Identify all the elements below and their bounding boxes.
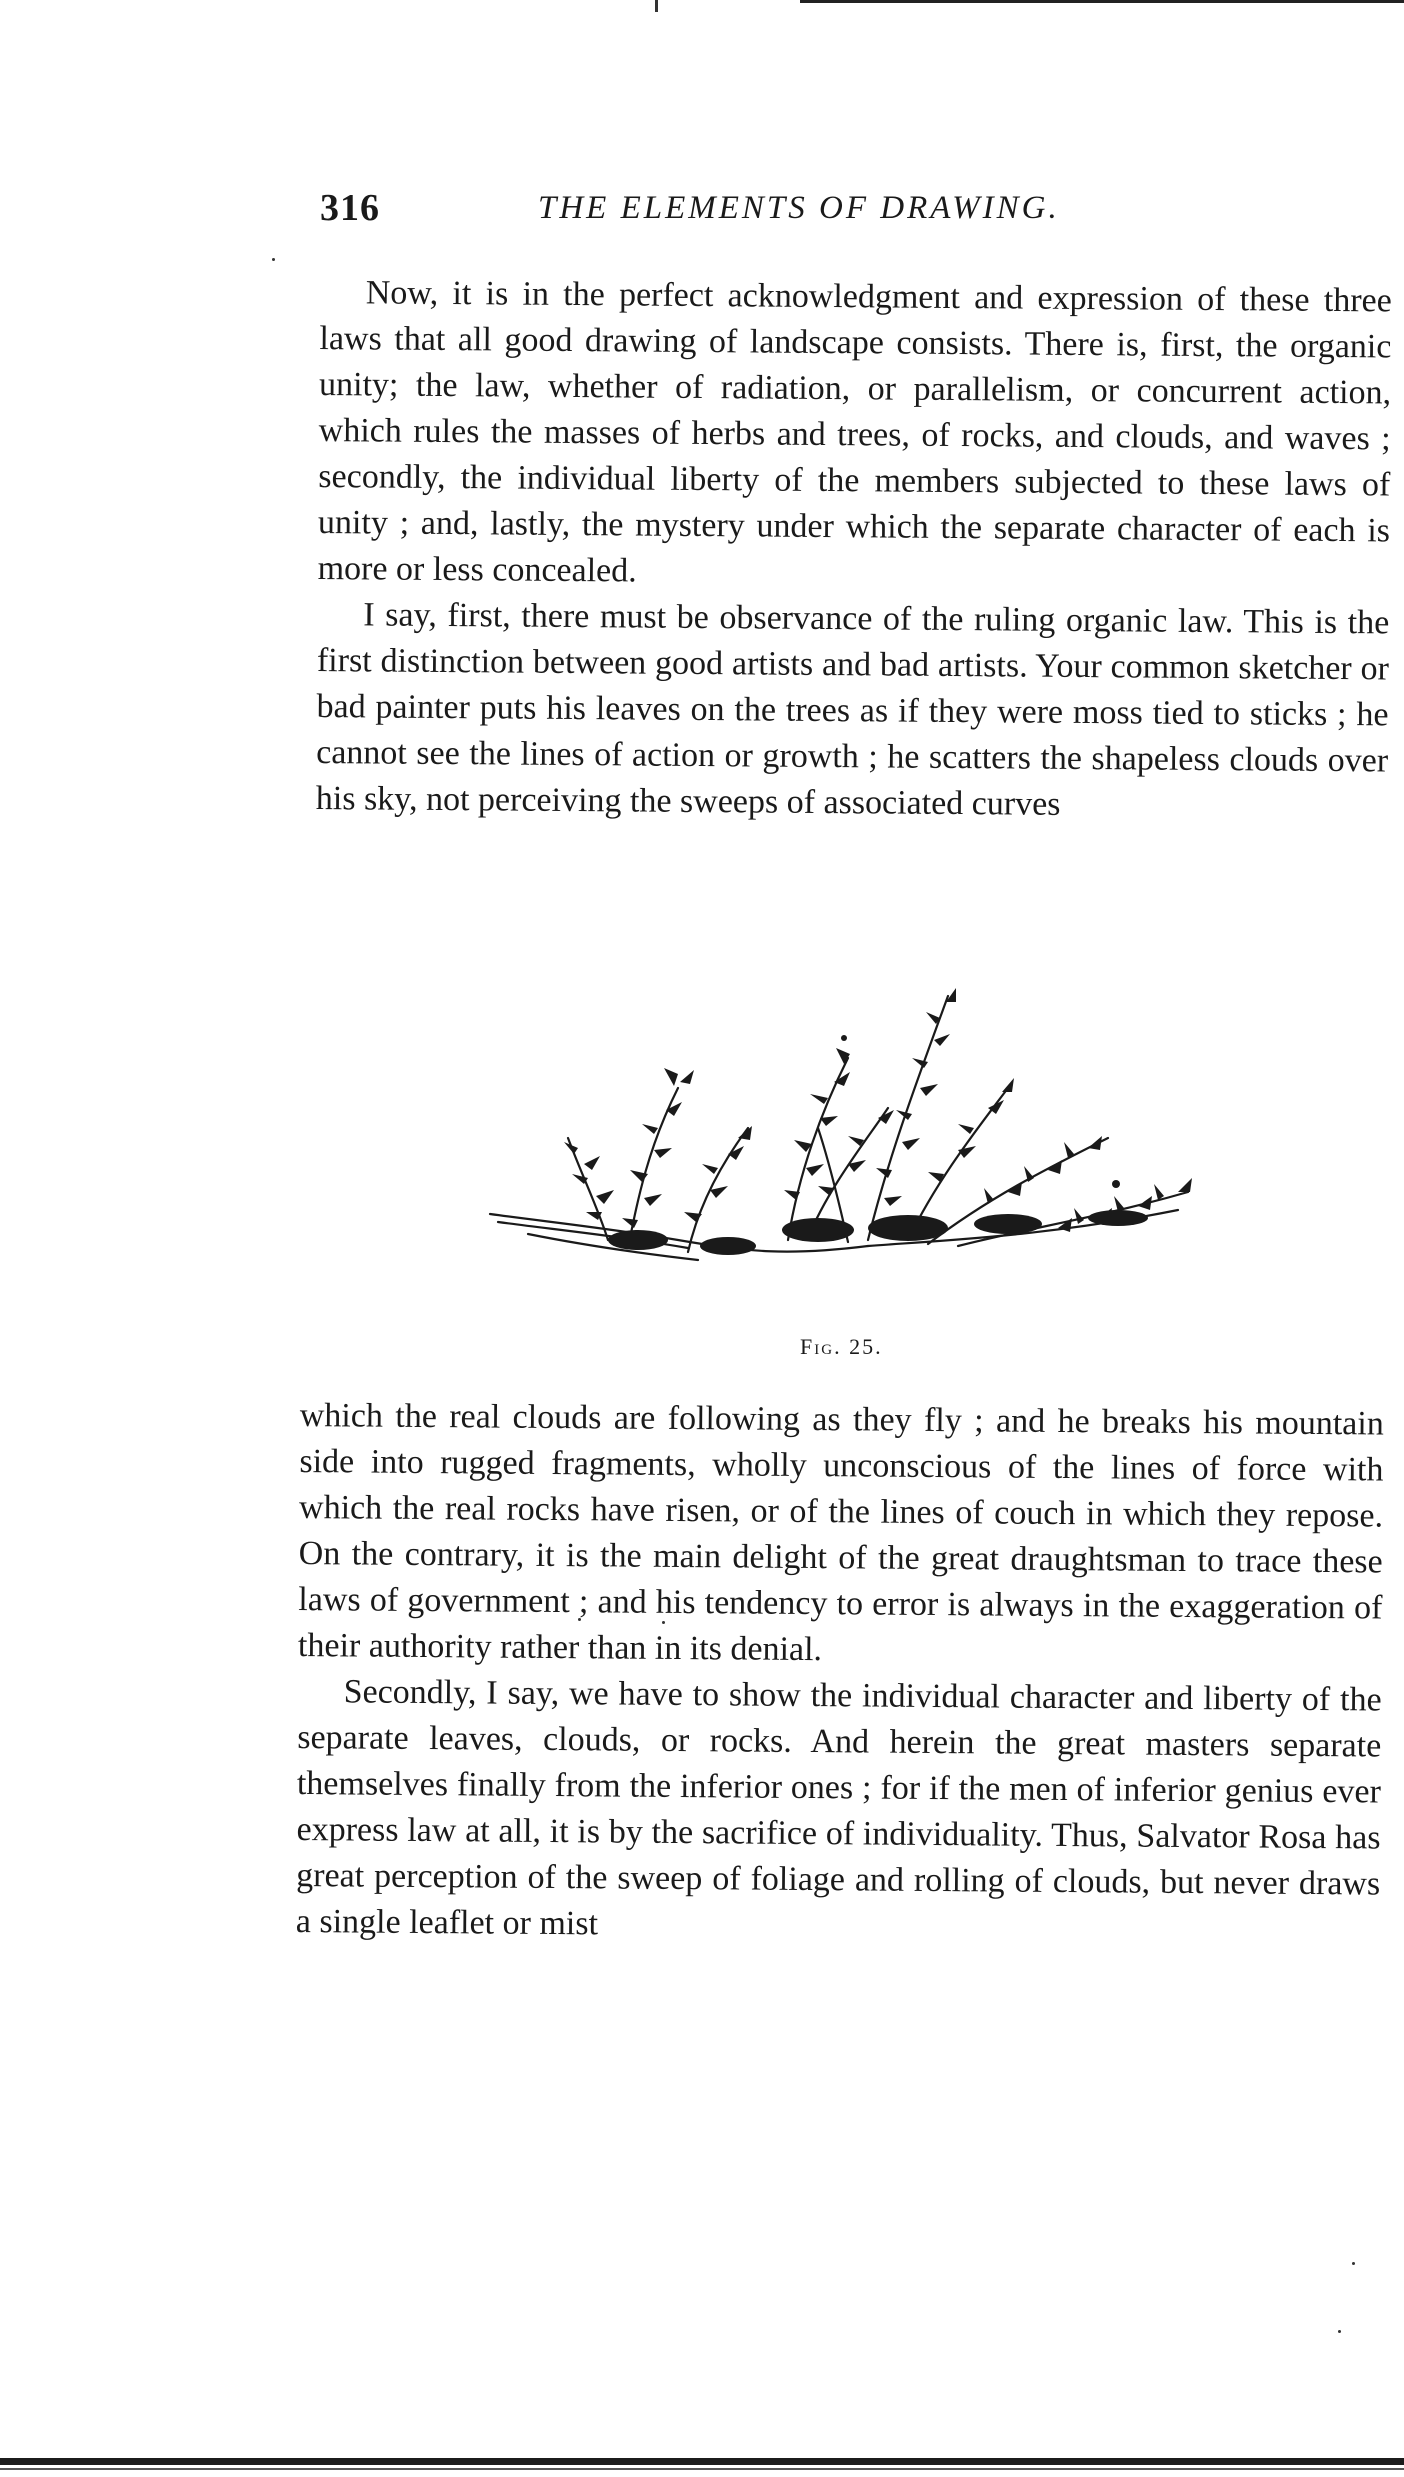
scan-artifact-top-mark xyxy=(655,0,658,12)
scan-speck xyxy=(1338,2330,1341,2333)
paragraph: I say, first, there must be observance of the ruling organic law. This is the first distinction between good artists and bad artists. Your common sketcher or bad painter puts his leaves on the trees as if they were moss tied to sticks ; he cannot see the lines of action or growth ; he scatters the shapeless clouds over his sky, not perceiving the sweeps of associated curves xyxy=(315,596,1390,823)
paragraph: Now, it is in the perfect acknowledgment and expression of these three laws that all good drawing of landscape consists. There is, first, the organic unity; the law, whether of radiation, or parallelism, or concurrent action, which rules the masses of herbs and trees, of rocks, and clouds, and waves ; secondly, the individual liberty of the members subjected to these laws of unity ; and, lastly, the mystery under which the separate character of each is more or less concealed. xyxy=(317,274,1392,590)
paragraph: Secondly, I say, we have to show the individual character and liberty of the separate leaves, clouds, or rocks. And herein the great masters separate themselves finally from the inferior ones ; for if the men of inferior genius ever express law at all, it is by the sacrifice of individuality. Thus, Salvator Rosa has great perception of the sweep of foliage and rolling of clouds, but never draws a single leaflet or mist xyxy=(295,1673,1382,1943)
fern-illustration-icon xyxy=(488,978,1228,1308)
figure-25 xyxy=(488,978,1228,1359)
body-text-upper xyxy=(316,270,1392,830)
scan-artifact-bottom-edge xyxy=(0,2468,1404,2470)
running-title: THE ELEMENTS OF DRAWING. xyxy=(538,190,1060,226)
paragraph-continued: which the real clouds are following as they fly ; and he breaks his mountain side into rugged fragments, wholly unconscious of the lines of force with which the real rocks have risen, or of the lines of couch in which they repose. On the contrary, it is the main delight of the great draughtsman to trace these laws of government ; and his tendency to error is always in the exaggeration of their authority rather than in its denial. xyxy=(297,1396,1384,1669)
running-head xyxy=(320,186,1220,236)
scan-artifact-top-line xyxy=(800,0,1404,3)
figure-caption: Fig. 25. xyxy=(800,1334,883,1359)
page-number: 316 xyxy=(320,187,380,229)
body-text-lower xyxy=(296,1393,1384,1953)
scan-speck xyxy=(1352,2262,1355,2265)
scan-artifact-bottom-edge xyxy=(0,2458,1404,2465)
scan-speck xyxy=(272,258,275,261)
